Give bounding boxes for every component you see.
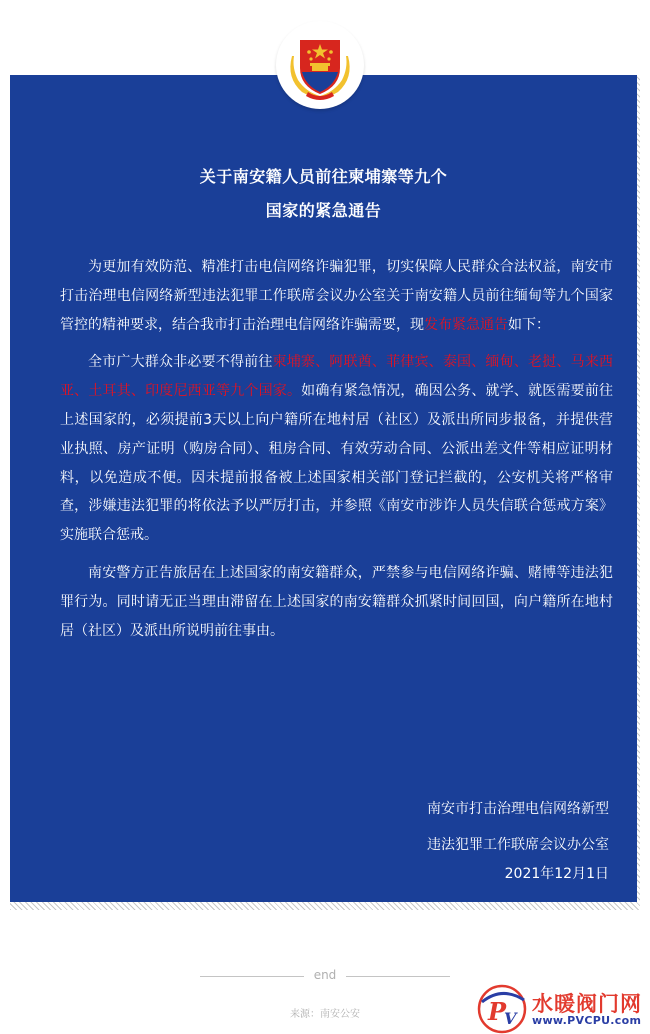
paragraph-1-tail: 如下： [508,316,550,333]
pv-logo-icon [474,982,530,1034]
police-emblem-icon [282,26,358,104]
paragraph-1-text: 为更加有效防范、精准打击电信网络诈骗犯罪，切实保障人民群众合法权益，南安市打击治理电信网络新型违法犯罪工作联席会议办公室关于南安籍人员前往缅甸等九个国家管控的精神要求，结合我市打击治理电信网络诈骗需要，现 [60,259,613,333]
end-divider [200,968,450,984]
paragraph-2 [60,348,613,550]
paragraph-1 [60,253,613,339]
source-credit: 来源：南安公安 [290,1009,360,1020]
signature-date: 2021年12月1日 [504,866,609,882]
notice-title-line1: 关于南安籍人员前往柬埔寨等九个 [199,167,448,186]
end-label: end [313,968,337,982]
paragraph-2-lead: 全市广大群众非必要不得前往 [88,354,273,371]
emphasis-release-notice: 发布紧急通告 [424,316,508,333]
svg-text:P: P [488,997,507,1026]
site-watermark [474,982,650,1034]
signature-line2: 违法犯罪工作联席会议办公室 [427,837,609,853]
notice-body [60,253,613,654]
watermark-url: www.PVCPU.com [532,1014,642,1027]
signature-line1: 南安市打击治理电信网络新型 [427,801,609,817]
end-divider-right-line [346,976,450,977]
emblem-badge [276,21,364,109]
notice-panel [10,75,637,902]
paragraph-3: 南安警方正告旅居在上述国家的南安籍群众，严禁参与电信网络诈骗、赌博等违法犯罪行为。同时请无正当理由滞留在上述国家的南安籍群众抓紧时间回国，向户籍所在地村居（社区）及派出所说明前往事由。 [60,564,613,639]
svg-text:V: V [504,1009,517,1028]
paragraph-2-text: 如确有紧急情况，确因公务、就学、就医需要前往上述国家的，必须提前3天以上向户籍所在地村居（社区）及派出所同步报备，并提供营业执照、房产证明（购房合同）、租房合同、有效劳动合同、公派出差文件等相应证明材料，以免造成不便。因未提前报备被上述国家相关部门登记拦截的，公安机关将严格审查，涉嫌违法犯罪的将依法予以严厉打击，并参照《南安市涉诈人员失信联合惩戒方案》实施联合惩戒。 [60,383,614,544]
emphasis-country-list: 柬埔寨、阿联酋、菲律宾、泰国、缅甸、老挝、马来西亚、土耳其、印度尼西亚等九个国家。 [60,354,614,400]
notice-title-line2: 国家的紧急通告 [265,201,382,220]
watermark-site-name: 水暖阀门网 [532,992,642,1016]
